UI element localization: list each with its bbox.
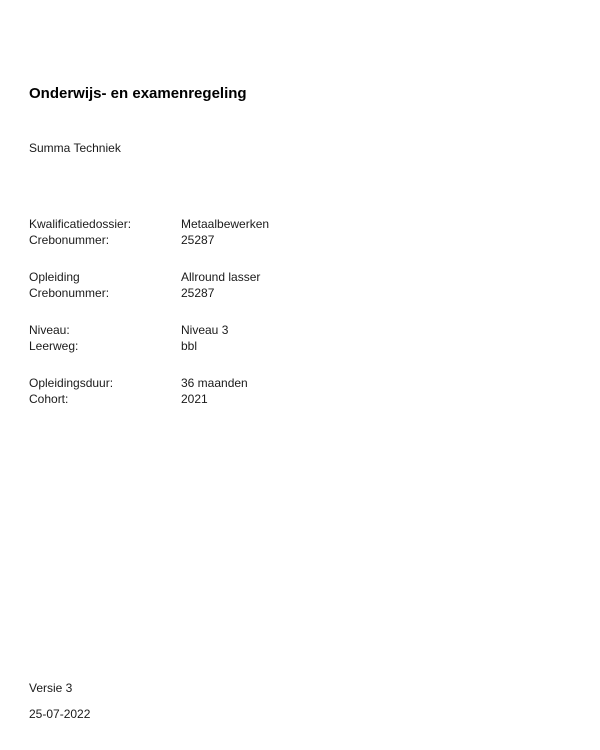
info-value: Allround lasser xyxy=(181,270,261,284)
info-row xyxy=(29,285,429,301)
info-group-niveau xyxy=(29,322,429,354)
info-row xyxy=(29,338,429,354)
info-value: bbl xyxy=(181,339,198,353)
organization-name: Summa Techniek xyxy=(29,141,121,155)
info-label: Crebonummer: xyxy=(29,233,110,247)
info-label: Niveau: xyxy=(29,323,70,337)
info-row xyxy=(29,216,429,232)
info-label: Crebonummer: xyxy=(29,286,110,300)
info-label: Opleiding xyxy=(29,270,80,284)
document-version: Versie 3 xyxy=(29,681,73,695)
qualification-info xyxy=(29,216,429,428)
info-label: Kwalificatiedossier: xyxy=(29,217,132,231)
info-group-opleiding xyxy=(29,269,429,301)
info-row xyxy=(29,391,429,407)
info-label: Leerweg: xyxy=(29,339,79,353)
info-label: Opleidingsduur: xyxy=(29,376,114,390)
info-value: 2021 xyxy=(181,392,208,406)
info-row xyxy=(29,232,429,248)
info-value: Metaalbewerken xyxy=(181,217,270,231)
document-title: Onderwijs- en examenregeling xyxy=(29,85,247,102)
info-row xyxy=(29,322,429,338)
info-group-duur xyxy=(29,375,429,407)
info-value: 25287 xyxy=(181,233,215,247)
info-value: Niveau 3 xyxy=(181,323,229,337)
info-value: 36 maanden xyxy=(181,376,248,390)
info-value: 25287 xyxy=(181,286,215,300)
info-row xyxy=(29,269,429,285)
info-group-dossier xyxy=(29,216,429,248)
info-label: Cohort: xyxy=(29,392,69,406)
document-date: 25-07-2022 xyxy=(29,707,91,721)
info-row xyxy=(29,375,429,391)
